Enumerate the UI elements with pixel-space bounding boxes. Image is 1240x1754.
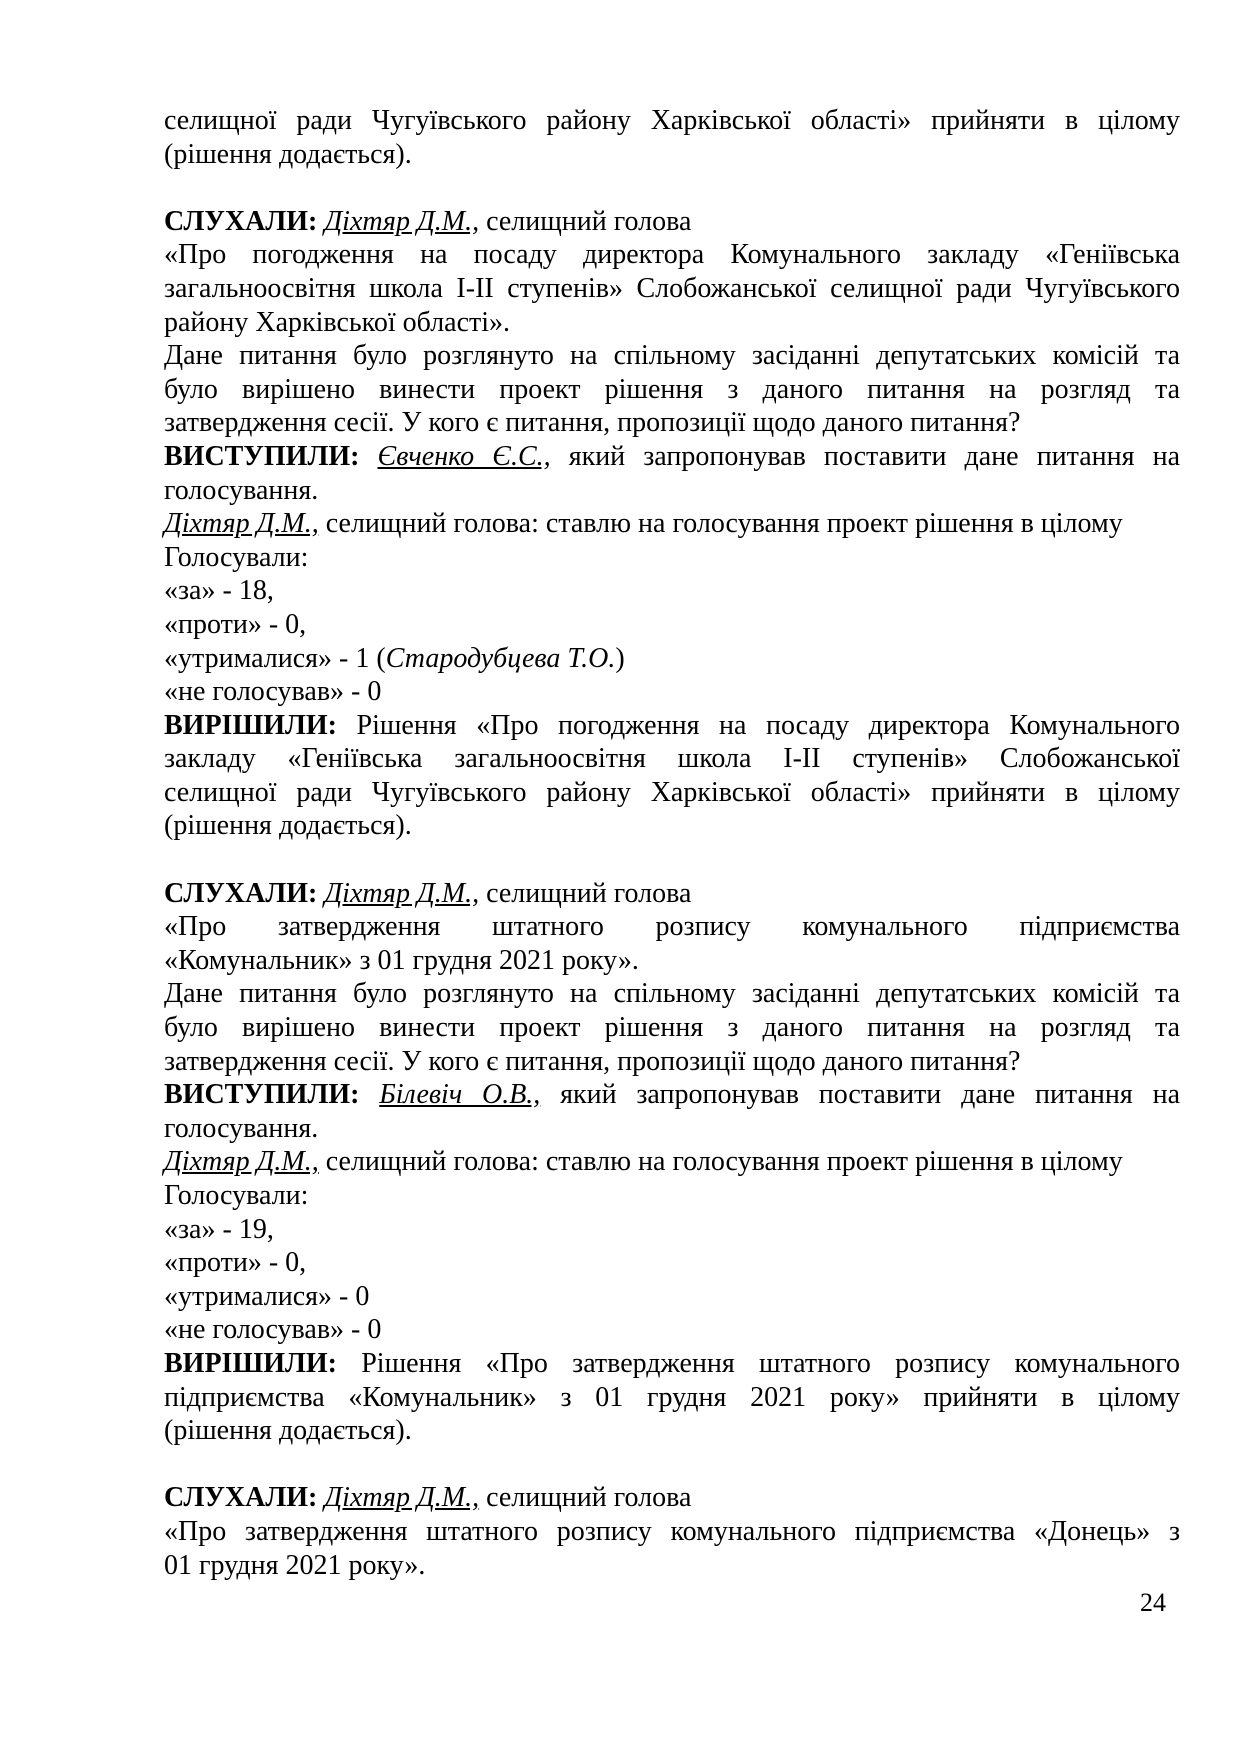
speaker-title: селищний голова <box>479 1482 692 1514</box>
speaker-name: Діхтяр Д.М., <box>324 1482 480 1514</box>
heard-label: СЛУХАЛИ: <box>164 877 318 909</box>
topic-line: 01 грудня 2021 року». <box>164 1549 426 1581</box>
head-vote-text: селищний голова: ставлю на голосування проект рішення в цілому <box>318 1146 1123 1178</box>
vote-abstain-end: ) <box>615 642 625 674</box>
topic-line: району Харківської області». <box>164 306 511 338</box>
vote-for: «за» - 19, <box>164 1213 274 1245</box>
spacer <box>164 171 1180 205</box>
speaker-title: селищний голова <box>479 877 692 909</box>
decision-line: підприємства «Комунальник» з 01 грудня 2021 року» прийняти в цілому <box>164 1381 1180 1413</box>
vote-none: «не голосував» - 0 <box>164 676 382 708</box>
decision-line <box>164 1347 1180 1381</box>
spoke-line: голосування. <box>164 1112 319 1144</box>
considered-line: Дане питання було розглянуто на спільному засіданні депутатських комісій та <box>164 340 1180 372</box>
heard-label: СЛУХАЛИ: <box>164 205 318 237</box>
decision-prefix: Рішення <box>336 1347 486 1379</box>
topic-line: загальноосвітня школа І-ІІ ступенів» Слобожанської селищної ради Чугуївського <box>164 272 1180 304</box>
voted-label: Голосували: <box>164 541 309 573</box>
decision-line: (рішення додається). <box>164 810 412 842</box>
speaker-title: селищний голова <box>479 205 692 237</box>
heard-line <box>164 205 1180 239</box>
heard-line <box>164 877 1180 911</box>
spoke-label: ВИСТУПИЛИ: <box>164 1079 360 1111</box>
vote-against: «проти» - 0, <box>164 1247 307 1279</box>
speaker-name: Діхтяр Д.М., <box>324 877 480 909</box>
vote-against: «проти» - 0, <box>164 608 307 640</box>
vote-none: «не голосував» - 0 <box>164 1314 382 1346</box>
vote-abstain-text: «утрималися» - 1 ( <box>164 642 386 674</box>
considered-line: Дане питання було розглянуто на спільному засіданні депутатських комісій та <box>164 978 1180 1010</box>
head-vote-line <box>164 507 1180 541</box>
page-number: 24 <box>1140 1588 1166 1617</box>
spoke-line: голосування. <box>164 474 319 506</box>
topic-line: «Про затвердження штатного розпису комунального підприємства «Донець» з <box>164 1515 1180 1547</box>
decision-line <box>164 709 1180 743</box>
topic-line: «Комунальник» з 01 грудня 2021 року». <box>164 944 639 976</box>
head-vote-text: селищний голова: ставлю на голосування проект рішення в цілому <box>318 508 1123 540</box>
abstainer-name: Стародубцева Т.О. <box>385 642 616 674</box>
decision-text: «Про затвердження штатного розпису комунального <box>485 1347 1180 1379</box>
spoke-text: який запропонував поставити дане питання на <box>550 440 1181 472</box>
intro-line: (рішення додається). <box>164 138 412 170</box>
topic-line: «Про затвердження штатного розпису комунального підприємства <box>164 911 1180 943</box>
intro-line: селищної ради Чугуївського району Харківської області» прийняти в цілому <box>164 105 1180 136</box>
decision-prefix: Рішення <box>336 709 477 741</box>
considered-line: було вирішено винести проект рішення з даного питання на розгляд та <box>164 373 1180 405</box>
heard-line <box>164 1481 1180 1515</box>
head-vote-line <box>164 1145 1180 1179</box>
speaker-name: Діхтяр Д.М., <box>324 205 480 237</box>
vote-abstain <box>164 642 1180 676</box>
considered-line: було вирішено винести проект рішення з даного питання на розгляд та <box>164 1012 1180 1044</box>
document-page <box>164 104 1180 1582</box>
decision-line: селищної ради Чугуївського району Харківської області» прийняти в цілому <box>164 776 1180 808</box>
spoke-text: який запропонував поставити дане питання на <box>540 1079 1180 1111</box>
spacer <box>164 843 1180 877</box>
decided-label: ВИРІШИЛИ: <box>164 709 337 741</box>
spoke-line <box>164 1078 1180 1112</box>
topic-line: «Про погодження на посаду директора Комунального закладу «Геніївська <box>164 239 1180 271</box>
spoke-line <box>164 440 1180 474</box>
decided-label: ВИРІШИЛИ: <box>164 1347 337 1379</box>
speaker-name: Діхтяр Д.М., <box>164 1146 319 1178</box>
speaker-name: Діхтяр Д.М., <box>164 508 319 540</box>
spoke-label: ВИСТУПИЛИ: <box>164 440 360 472</box>
speaker-name: Євченко Є.С., <box>377 440 551 472</box>
decision-line: (рішення додається). <box>164 1415 412 1447</box>
speaker-name: Білевіч О.В., <box>379 1079 541 1111</box>
heard-label: СЛУХАЛИ: <box>164 1482 318 1514</box>
decision-line: закладу «Геніївська загальноосвітня школа І-ІІ ступенів» Слобожанської <box>164 743 1180 775</box>
decision-text: «Про погодження на посаду директора Комунального <box>476 709 1181 741</box>
vote-for: «за» - 18, <box>164 575 274 607</box>
spacer <box>164 1448 1180 1482</box>
vote-abstain: «утрималися» - 0 <box>164 1280 370 1312</box>
considered-line: затвердження сесії. У кого є питання, пропозиції щодо даного питання? <box>164 1045 1021 1077</box>
voted-label: Голосували: <box>164 1180 309 1211</box>
considered-line: затвердження сесії. У кого є питання, пропозиції щодо даного питання? <box>164 407 1021 439</box>
